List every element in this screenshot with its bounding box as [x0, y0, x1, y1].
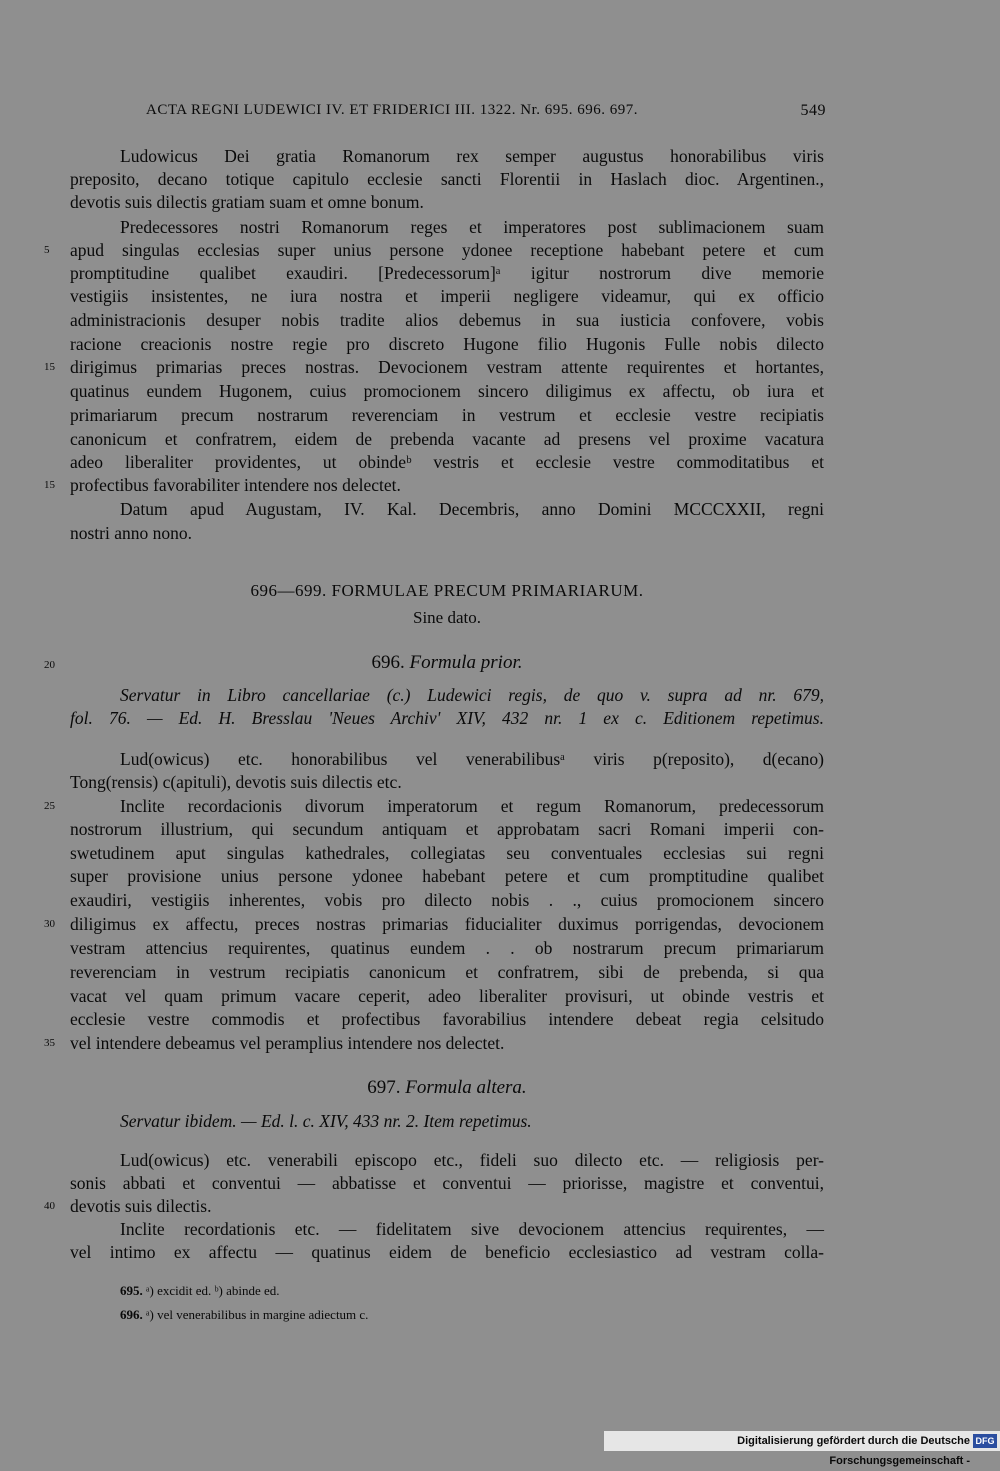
page-number: 549 [800, 102, 826, 119]
line-number: 5 [44, 244, 50, 256]
text-line: Datum apud Augustam, IV. Kal. Decembris, anno Domini MCCCXXII, regni [120, 499, 824, 519]
text-line: Lud(owicus) etc. honorabilibus vel venerabilibusᵃ viris p(reposito), d(ecano) [120, 749, 824, 769]
text-line: vacat vel quam primum vacare ceperit, adeo liberaliter provisuri, ut obinde vestris et [70, 986, 824, 1006]
doc-696-heading [70, 652, 824, 674]
text-line: racione creacionis nostre regie pro discreto Hugone filio Hugonis Fulle nobis dilecto [70, 334, 824, 354]
text-line: adeo liberaliter providentes, ut obindeᵇ vestris et ecclesie vestre commoditatibus et [70, 452, 824, 472]
source-note: Servatur in Libro cancellariae (c.) Ludewici regis, de quo v. supra ad nr. 679, [120, 685, 824, 705]
text-line: devotis suis dilectis gratiam suam et omne bonum. [70, 192, 424, 212]
text-line: Inclite recordationis etc. — fidelitatem sive devocionem attencius requirentes, — [120, 1219, 824, 1239]
text-line: Tong(rensis) c(apituli), devotis suis dilectis etc. [70, 772, 402, 792]
footnote-label: 696. [120, 1307, 143, 1322]
text-line: administracionis desuper nobis tradite alios debemus in sua iusticia confovere, vobis [70, 310, 824, 330]
text-line: vel intimo ex affectu — quatinus eidem de beneficio ecclesiastico ad vestram colla- [70, 1242, 824, 1262]
line-number: 30 [44, 918, 55, 930]
text-line: reverenciam in vestrum recipiatis canonicum et confratrem, sibi de prebenda, si qua [70, 962, 824, 982]
text-line: devotis suis dilectis. [70, 1196, 212, 1216]
text-line: Lud(owicus) etc. venerabili episcopo etc., fideli suo dilecto etc. — religiosis per- [120, 1150, 824, 1170]
line-number: 25 [44, 800, 55, 812]
source-note: Servatur ibidem. — Ed. l. c. XIV, 433 nr. 2. Item repetimus. [120, 1111, 532, 1131]
text-line: diligimus ex affectu, preces nostras primarias fiducialiter duximus porrigendas, devocionem [70, 914, 824, 934]
footnote [120, 1281, 280, 1301]
footnote-text: ᵃ) vel venerabilibus in margine adiectum c. [146, 1307, 369, 1322]
text-line: profectibus favorabiliter intendere nos delectet. [70, 475, 401, 495]
text-line: apud singulas ecclesias super unius persone ydonee receptione habebant petere et cum [70, 240, 824, 260]
section-subtitle: Sine dato. [413, 608, 481, 627]
source-note: fol. 76. — Ed. H. Bresslau 'Neues Archiv' XIV, 432 nr. 1 ex c. Editionem repetimus. [70, 708, 824, 728]
doc-697-heading [70, 1077, 824, 1099]
doc-number: 697. [367, 1077, 401, 1098]
text-line: swetudinem aput singulas kathedrales, collegiatas seu conventuales ecclesias sui regni [70, 843, 824, 863]
line-number: 15 [44, 361, 55, 373]
text-line: Predecessores nostri Romanorum reges et imperatores post sublimacionem suam [120, 217, 824, 237]
text-line: vestram attencius requirentes, quatinus eundem . . ob nostrarum precum primariarum [70, 938, 824, 958]
dfg-logo[interactable]: DFG [973, 1434, 997, 1448]
text-line: dirigimus primarias preces nostras. Devocionem vestram attente requirentes et hortantes, [70, 357, 824, 377]
line-number: 40 [44, 1200, 55, 1212]
text-line: Ludowicus Dei gratia Romanorum rex semper augustus honorabilibus viris [120, 146, 824, 166]
text-line: super provisione unius persone ydonee habebant petere et cum promptitudine qualibet [70, 866, 824, 886]
footnote [120, 1305, 368, 1325]
text-line: Inclite recordacionis divorum imperatorum et regum Romanorum, predecessorum [120, 796, 824, 816]
section-title: 696—699. FORMULAE PRECUM PRIMARIARUM. [250, 581, 644, 600]
text-line: promptitudine qualibet exaudiri. [Predecessorum]ᵃ igitur nostrorum dive memorie [70, 263, 824, 283]
text-line: sonis abbati et conventui — abbatisse et conventui — priorisse, magistre et conventui, [70, 1173, 824, 1193]
header-title: ACTA REGNI LUDEWICI IV. ET FRIDERICI III. 1322. Nr. 695. 696. 697. [146, 102, 639, 118]
footnote-label: 695. [120, 1283, 143, 1298]
text-line: nostri anno nono. [70, 523, 193, 543]
running-header [146, 102, 826, 119]
text-line: vel intendere debeamus vel peramplius intendere nos delectet. [70, 1033, 505, 1053]
doc-number: 696. [371, 652, 405, 673]
doc-title: Formula altera. [405, 1077, 527, 1098]
line-number: 35 [44, 1037, 55, 1049]
text-line: preposito, decano totique capitulo ecclesie sancti Florentii in Haslach dioc. Argentinen., [70, 169, 824, 189]
line-number: 20 [44, 659, 55, 671]
footnote-text: ᵃ) excidit ed. ᵇ) abinde ed. [146, 1283, 280, 1298]
text-line: quatinus eundem Hugonem, cuius promocionem sincero diligimus ex affectu, ob iura et [70, 381, 824, 401]
text-line: canonicum et confratrem, eidem de prebenda vacante ad presens vel proxime vacatura [70, 429, 824, 449]
doc-title: Formula prior. [409, 652, 523, 673]
text-line: primariarum precum nostrarum reverenciam in vestrum et ecclesie vestre recipiatis [70, 405, 824, 425]
funding-text: Digitalisierung gefördert durch die Deutsche Forschungsgemeinschaft - [737, 1435, 970, 1467]
text-line: exaudiri, vestigiis inherentes, vobis pro dilecto nobis . ., cuius promocionem sincero [70, 890, 824, 910]
line-number: 15 [44, 479, 55, 491]
text-line: nostrorum illustrium, qui secundum antiquam et approbatam sacri Romani imperii con- [70, 819, 824, 839]
funding-footer [604, 1431, 1000, 1467]
text-line: ecclesie vestre commodis et profectibus favorabilius intendere debeat regia celsitudo [70, 1009, 824, 1029]
text-line: vestigiis insistentes, ne iura nostra et imperii negligere videamur, qui ex officio [70, 286, 824, 306]
